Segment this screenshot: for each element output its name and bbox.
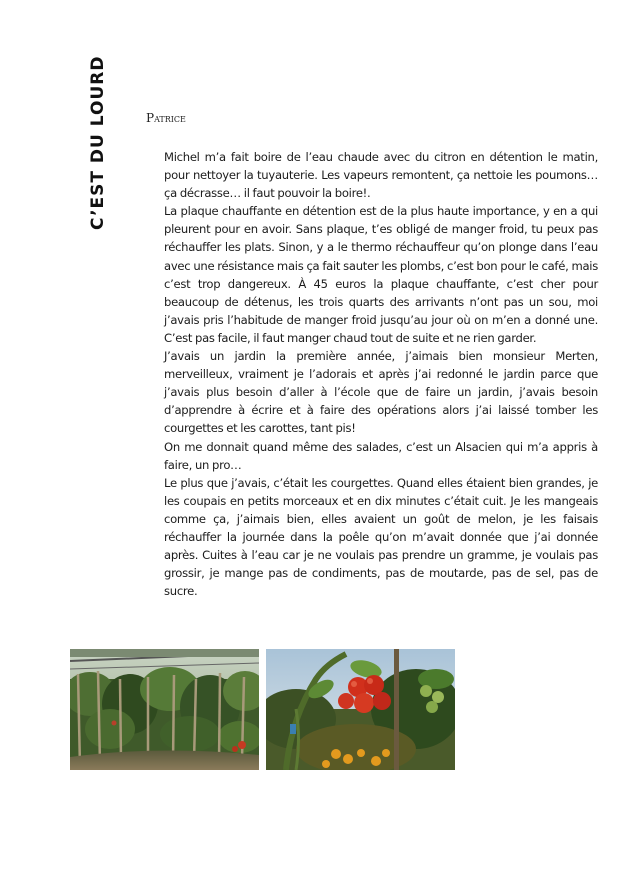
paragraph: Michel m’a fait boire de l’eau chaude avec du citron en détention le matin, pour nettoyer la tuyauterie. Les vapeurs remontent, ça nettoie les poumons… ça décrasse… il faut pouvoir la boire!. <box>164 150 598 201</box>
paragraph: Le plus que j’avais, c’était les courgettes. Quand elles étaient bien grandes, je les coupais en petits morceaux et en dix minutes c’était cuit. Je les mangeais comme ça, j’aimais bien, elles avaient un goût de melon, je les faisais réchauffer la journée dans la poêle qu’on m’avait donnée que j’ai donnée après. Cuites à l’eau car je ne voulais pas prendre un gramme, je voulais pas grossir, je mange pas de condiments, pas de moutarde, pas de sel, pas de sucre. <box>164 475 598 599</box>
ripe-tomatoes-photo <box>266 649 455 770</box>
chapter-title: C’EST DU LOURD <box>88 55 108 230</box>
tomato-garden-photo <box>70 649 259 770</box>
author-name: Patrice <box>146 111 186 125</box>
paragraph: J’avais un jardin la première année, j’aimais bien monsieur Merten, merveilleux, vraiment je l’adorais et après j’ai redonné le jardin parce que j’avais plus besoin d’aller à l’école que de faire un jardin, j’avais besoin d’apprendre à écrire et à faire des opérations alors j’ai laissé tomber les courgettes et les carottes, tant pis! <box>164 349 598 436</box>
paragraph: On me donnait quand même des salades, c’est un Alsacien qui m’a appris à faire, un pro… <box>164 439 598 472</box>
paragraph: La plaque chauffante en détention est de la plus haute importance, y en a qui pleurent pour en avoir. Sans plaque, t’es obligé de manger froid, tu peux pas réchauffer les plats. Sinon, y a le thermo réchauffeur qu’on plonge dans l’eau avec une résistance mais ça fait sauter les plombs, c’est bon pour le café, mais c’est trop dangereux. À 45 euros la plaque chauffante, c’est cher pour beaucoup de détenus, les trois quarts des arrivants n’ont pas un sou, moi j’avais pris l’habitude de manger froid jusqu’au jour où on m’en a donné une. C’est pas facile, il faut manger chaud tout de suite et ne rien garder. <box>164 204 598 345</box>
body-text <box>164 148 598 600</box>
